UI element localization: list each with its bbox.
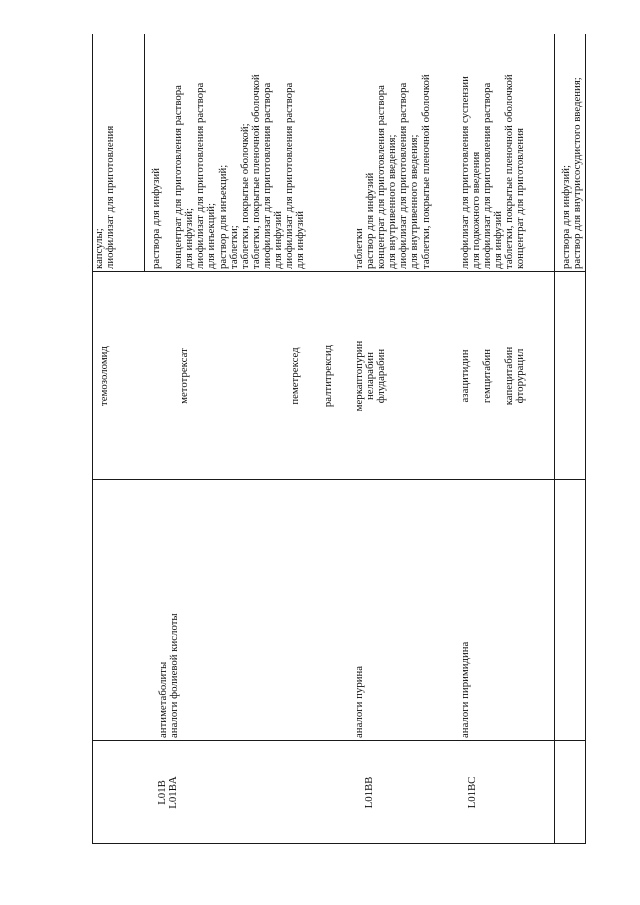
column-divider — [92, 271, 586, 272]
table-border-right — [585, 34, 586, 844]
group-name-cell: аналоги пурина — [353, 665, 365, 738]
atc-code-cell: L01BC — [466, 776, 478, 809]
dosage-form-cell: раствора для инфузий; раствор для внутрисосудистого введения; — [560, 77, 584, 269]
dosage-form-cell: раствора для инфузий концентрат для приготовления раствора для инфузий; лиофилизат для приготовления раствора для инъекций; раствор для инъекций; таблетки; таблетки, покрытые оболочкой; таблетки, покрытые пленочной оболочкой лиофилизат для приготовления раствора для инфузий лиофилизат для приготовления раствора для инфузий — [150, 74, 307, 269]
dosage-form-cell: лиофилизат для приготовления суспензии для подкожного введения лиофилизат для приготовления раствора для инфузий таблетки, покрытые пленочной оболочкой концентрат для приготовления — [459, 74, 527, 269]
atc-code-cell: L01BB — [363, 776, 375, 809]
substance-cell: метотрексат пеметрексед ралтитрексид — [178, 344, 335, 408]
table-border-left — [92, 34, 93, 844]
column-divider — [92, 479, 586, 480]
substance-cell: темозоломид — [98, 346, 110, 406]
row-divider — [554, 34, 555, 844]
atc-code-cell: L01B L01BA — [156, 776, 180, 809]
dosage-form-cell: капсулы; лиофилизат для приготовления — [93, 125, 117, 269]
substance-cell: азацитидин гемцитабин капецитабин фторурацил — [459, 346, 527, 406]
drug-table — [92, 34, 585, 844]
row-divider — [144, 34, 145, 272]
substance-cell: меркаптопурин неларабин флударабин — [353, 340, 388, 412]
dosage-form-cell: таблетки раствор для инфузий концентрат для приготовления раствора для внутривенного введения; лиофилизат для приготовления раствора для внутривенного введения; таблетки, покрытые пленочной оболочкой — [353, 74, 432, 269]
group-name-cell: аналоги пиримидина — [459, 641, 471, 738]
group-name-cell: антиметаболиты аналоги фолиевой кислоты — [157, 613, 181, 738]
